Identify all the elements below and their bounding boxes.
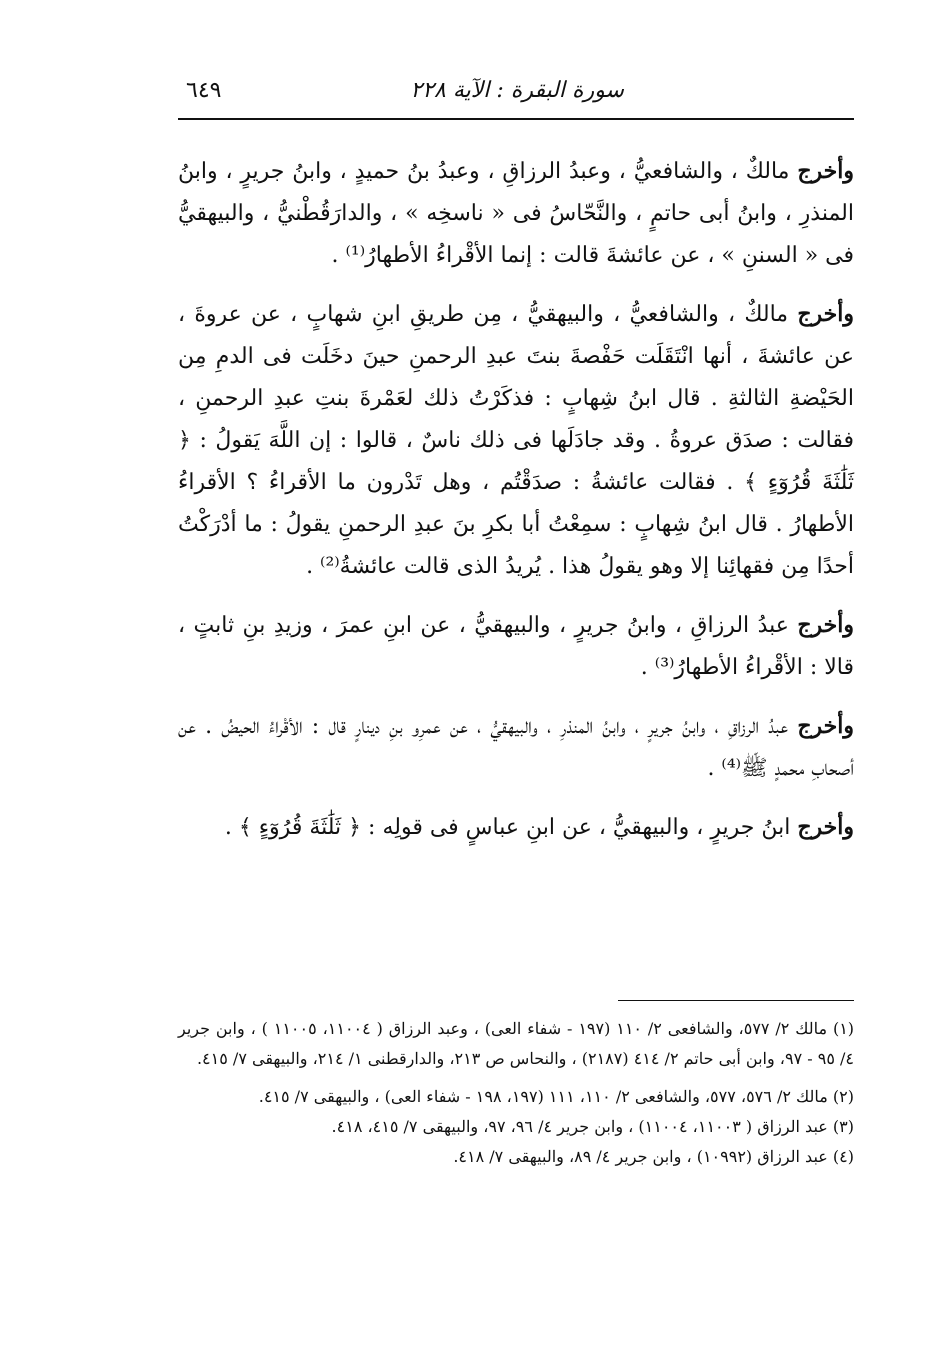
page-header: [178, 72, 854, 116]
paragraph-lead: وأخرج: [797, 814, 854, 840]
footnote-2: (٢) مالك ٢/ ٥٧٦، ٥٧٧، والشافعى ٢/ ١١٠، ١١١ (١٩٧، ١٩٨ - شفاء العى) ، والبيهقى ٧/ ٤١٥.: [258, 1087, 854, 1106]
footnote-separator: [618, 1000, 854, 1001]
main-text: [178, 150, 854, 865]
paragraph-5: [178, 806, 854, 849]
paragraph-1: [178, 150, 854, 277]
paragraph-text: عبدُ الرزاقِ ، وابنُ جريرٍ ، وابنُ المنذرِ ، والبيهقيُّ ، عن عمرِو بنِ دينارٍ قال : الأقْراءُ الحيضُ . عن أصحابِ محمدٍ ﷺ⁽⁴⁾ .: [178, 714, 854, 781]
paragraph-lead: وأخرج: [797, 612, 854, 638]
paragraph-lead: وأخرج: [797, 301, 854, 327]
paragraph-text: ابنُ جريرٍ ، والبيهقيُّ ، عن ابنِ عباسٍ فى قولِه : ﴿ ثَلَٰثَةَ قُرُوٓءٍ ﴾ .: [224, 815, 798, 840]
paragraph-4: [178, 705, 854, 790]
header-rule: [178, 118, 854, 120]
paragraph-3: [178, 604, 854, 689]
paragraph-text: مالكٌ ، والشافعيُّ ، والبيهقيُّ ، مِن طريقِ ابنِ شهابٍ ، عن عروةَ ، عن عائشةَ ، أنها انْتَقَلَت حَفْصةَ بنتَ عبدِ الرحمنِ حينَ دخَلَت فى الدمِ مِن الحَيْضةِ الثالثةِ . قال ابنُ شِهابٍ : فذكَرْتُ ذلك لعَمْرةَ بنتِ عبدِ الرحمنِ ، فقالت : صدَق عروةُ . وقد جادَلَها فى ذلك ناسٌ ، قالوا : إن اللَّهَ يَقولُ : ﴿ ثَلَٰثَةَ قُرُوٓءٍ ﴾ . فقالت عائشةُ : صدَقْتُم ، وهل تَدْرون ما الأقراءُ ؟ الأقراءُ الأطهارُ . قال ابنُ شِهابٍ : سمِعْتُ أبا بكرِ بنَ عبدِ الرحمنِ يقولُ : ما أدْرَكْتُ أحدًا مِن فقهائِنا إلا وهو يقولُ هذا . يُريدُ الذى قالت عائشةُ⁽²⁾ .: [178, 302, 854, 579]
paragraph-text: مالكٌ ، والشافعيُّ ، وعبدُ الرزاقِ ، وعبدُ بنُ حميدٍ ، وابنُ جريرٍ ، وابنُ المنذرِ ، وابنُ أبى حاتمٍ ، والنَّحّاسُ فى « ناسخِه » ، والدارَقُطْنيُّ ، والبيهقيُّ فى « السننِ » ، عن عائشةَ قالت : إنما الأقْراءُ الأطهارُ⁽¹⁾ .: [178, 159, 854, 268]
paragraph-lead: وأخرج: [797, 158, 854, 184]
paragraph-text: عبدُ الرزاقِ ، وابنُ جريرٍ ، والبيهقيُّ ، عن ابنِ عمرَ ، وزيدِ بنِ ثابتٍ ، قالا : الأقْراءُ الأطهارُ⁽³⁾ .: [178, 613, 854, 680]
footnotes: [178, 1014, 854, 1172]
page-number: ٦٤٩: [186, 78, 222, 103]
paragraph-2: [178, 293, 854, 588]
footnote-1: (١) مالك ٢/ ٥٧٧، والشافعى ٢/ ١١٠ (١٩٧ - شفاء العى) ، وعبد الرزاق ( ١١٠٠٤، ١١٠٠٥ ) ، وابن جرير ٤/ ٩٥ - ٩٧، وابن أبى حاتم ٢/ ٤١٤ (٢١٨٧) ، والنحاس ص ٢١٣، والدارقطنى ١/ ٢١٤، والبيهقى ٧/ ٤١٥.: [178, 1019, 855, 1068]
footnote-3: (٣) عبد الرزاق ( ١١٠٠٣، ١١٠٠٤) ، وابن جرير ٤/ ٩٦، ٩٧، والبيهقى ٧/ ٤١٥، ٤١٨.: [331, 1117, 854, 1136]
running-title: سورة البقرة : الآية ٢٢٨: [410, 78, 624, 103]
footnote-4: (٤) عبد الرزاق (١٠٩٩٢) ، وابن جرير ٤/ ٨٩، والبيهقى ٧/ ٤١٨.: [453, 1147, 854, 1166]
paragraph-lead: وأخرج: [797, 713, 854, 739]
